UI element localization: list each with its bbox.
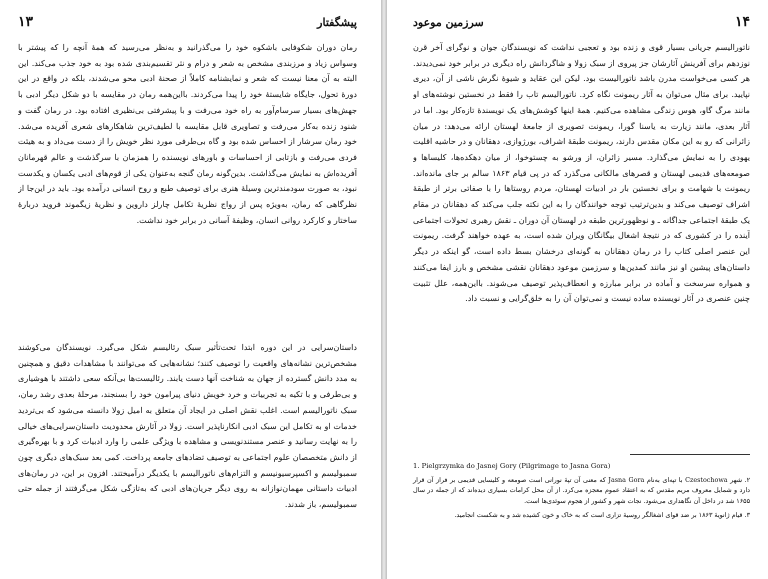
footnote-3: ۳. قیام ژانویهٔ ۱۸۶۳ بر ضد قوای اشغالگر روسیهٔ تزاری است که به خاک و خون کشیده شد و به شکست انجامید. bbox=[454, 510, 750, 519]
footnote-2: ۲. شهر Czestochowa با تپه‌ای به‌نام Jasna Gora که معنی آن تپهٔ نورانی است صومعه و کلیسایی قدیمی بر فراز آن قرار دارد و شمایل معروف مریم مقدس که به اعتقاد عموم معجزه می‌کرد. از آن محل کرامات بسیاری دیده‌اند که از جمله در سال ۱۶۵۵ شد در داخل آن نگاهداری می‌شود. نجات شهر و کشور از هجوم سوئدی‌ها است. bbox=[413, 476, 751, 505]
left-page-title: پیشگفتار bbox=[317, 16, 357, 29]
left-page bbox=[0, 0, 381, 579]
right-page-title: سرزمین موعود bbox=[413, 16, 484, 29]
right-page bbox=[387, 0, 768, 579]
footnote-1: 1. Pielgrzymka do Jasnej Gory (Pilgrimage to Jasna Gora) bbox=[413, 462, 611, 470]
left-paragraph-2: داستان‌سرایی در این دوره ابتدا تحت‌تأثیر سبک رئالیسم شکل می‌گیرد. نویسندگان می‌کوشند مشخص‌ترین نشانه‌های واقعیت را توصیف کنند؛ نشانه‌هایی که می‌توانند با مشاهدات دقیق و همچنین به مدد دانش گسترده از جهان به شناخت آنها دست یابند. رئالیست‌ها بی‌آنکه سعی داشتند با هوشیاری و بی‌طرفی و با تکیه به تجربیات و خرد خویش دنیای پیرامون خود را بسنجند، مرحلهٔ بعدی رشد رمان، سبک ناتورالیسم است. اغلب نقش اصلی در ایجاد آن متعلق به امیل زولا دانسته می‌شود که بی‌تردید خدمات او به تکامل این سبک ادبی انکارناپذیر است. زولا در آثارش محدودیت داستان‌سرایی‌های خیالی را به نهایت رسانید و عنصر مستندنویسی و مشاهده با ویژگی علمی را وارد ادبیات کرد و با بهره‌گیری از دانش متخصصان علوم اجتماعی به توصیف تضادهای جامعه پرداخت. کمی بعد سبک‌های دیگری چون سمبولیسم و اکسپرسیونیسم و التزام‌های ناتورالیسم با یکدیگر درآمیختند. افزون بر این، در رمان‌های ادبیات داستانی مهمان‌نوازانه به روی دیگر جریان‌های ادبی که به‌تازگی شکل می‌گرفتند از جمله حتی سمبولیسم، باز شدند. bbox=[18, 342, 357, 510]
right-page-number: ۱۴ bbox=[734, 14, 750, 30]
right-paragraph-1: ناتورالیسم جریانی بسیار قوی و زنده بود و تعجبی نداشت که نویسندگان جوان و نوگرای آخر قرن نوزدهم برای آفرینش آثارشان جز پیروی از سبک زولا و شاگردانش راه دیگری در برابر خود نمی‌دیدند. هر کسی می‌خواست مدرن باشد ناتورالیست بود. لیکن این عقاید و شیوهٔ نگرش ناشی از آن، دیری نپایید. برای مثال می‌توان به آثار ریمونت نگاه کرد. ناتورالیسم تاب را فقط در نخستین نوشته‌های او مانند مرگ گاو، هوس زندگی مشاهده می‌کنیم. همهٔ اینها کوشش‌های یک نویسندهٔ تازه‌کار بود. اما در آثار بعدی، مانند زیارت به یاسنا گورا، ریمونت تصویری از جامعهٔ لهستان ارائه می‌دهد: در میان زائرانی که رو به این مکان مقدس دارند، ریمونت طبقهٔ اشراف، بورژوازی، دهقانان و در حاشیه اقلیت یهودی را به نمایش می‌گذارد. مسیر زائران، از ورشو به چستوخوا، از میان دهکده‌ها، کلیساها و صومعه‌های قدیمی لهستان و قصرهای مالکانی می‌گذرد که در پی قیام ۱۸۶۳ سالم بر جای مانده‌اند. ریمونت با شهامت و برای نخستین بار در ادبیات لهستان، مردم روستاها را با صفاتی برتر از طبقهٔ اشراف توصیف می‌کند و بدین‌ترتیب توجه خوانندگان را به این نکته جلب می‌کند که دهقانان در مقام یک طبقهٔ اجتماعی جداگانه ـ و نوظهورترین طبقه در لهستان آن دوران ـ نقش رهبری تحولات اجتماعی آینده را در کشوری که در نتیجهٔ اشغال بیگانگان ویران شده است، به عهده خواهند گرفت. ریمونت این عنصر اصلی کتاب را در رمان دهقانان به گونه‌ای درخشان بسط داده است، گو اینکه در دیگر داستان‌های پیشین او نیز مانند کمدین‌ها و سرزمین موعود دهقانان نقشی مشخص و بارز ایفا می‌کنند و همواره سرسخت و آماده در برابر مبارزه و انعطاف‌پذیر توصیف می‌شوند. بااین‌همه، علل تثبیت چنین عنصری در آثار نویسنده ساده نیست و نمی‌توان آن را به خلق‌گرایی و نسبت داد. bbox=[413, 42, 750, 304]
right-page-header bbox=[413, 14, 750, 30]
footnote-separator bbox=[630, 454, 750, 455]
left-paragraph-1: رمان دوران شکوفایی باشکوه خود را می‌گذرانید و به‌نظر می‌رسید که همهٔ آنچه را که پیشتر با وسواس زیاد و مرزبندی مشخص به شعر و درام و نثر تقسیم‌بندی شده بود به خود جذب می‌کند. این البته به آن معنا نیست که شعر و نمایشنامه کاملاً از صحنهٔ ادبی محو می‌شدند، بلکه در واقع در این دورهٔ تحول، جایگاه شایستهٔ خود را پیدا می‌کردند. بااین‌همه رمان در مقایسه با دو شکل دیگر ادبی با جهش‌های بسیار سرسام‌آور به راه خود می‌رفت و با پیشرفتی بی‌نظیری افتاده بود. در رمان گفت و شنود زنده به‌کار می‌رفت و تصاویری قابل مقایسه با لطیف‌ترین شاهکارهای شعری آفریده می‌شد. خود رمان سرشار از احساس شده بود و گاه بی‌طرفی مورد نظر خویش را از دست می‌داد و به هیئت فردی می‌رفت و بازتابی از احساسات و باورهای نویسنده را همزمان با سرگذشت و عالم قهرمانان آفریده‌اش به نمایش می‌گذاشت. بدین‌گونه رمان گنجه به‌عنوان یکی از قوم‌های ادبی یکسان و یکدست نبود، به صورت سودمندترین وسیلهٔ هنری برای توصیف طبع و روح انسانی درآمده بود. باید در این‌جا از نظرگاهی که رمان، به‌ویژه پس از رواج نظریهٔ تکامل چارلز داروین و نظریهٔ زیگموند فروید دربارهٔ ساختار و کارکرد روانی انسان، وظیفهٔ آسانی در برابر خود نداشت. bbox=[18, 42, 357, 225]
left-page-header bbox=[18, 14, 357, 30]
left-page-number: ۱۳ bbox=[18, 14, 34, 30]
